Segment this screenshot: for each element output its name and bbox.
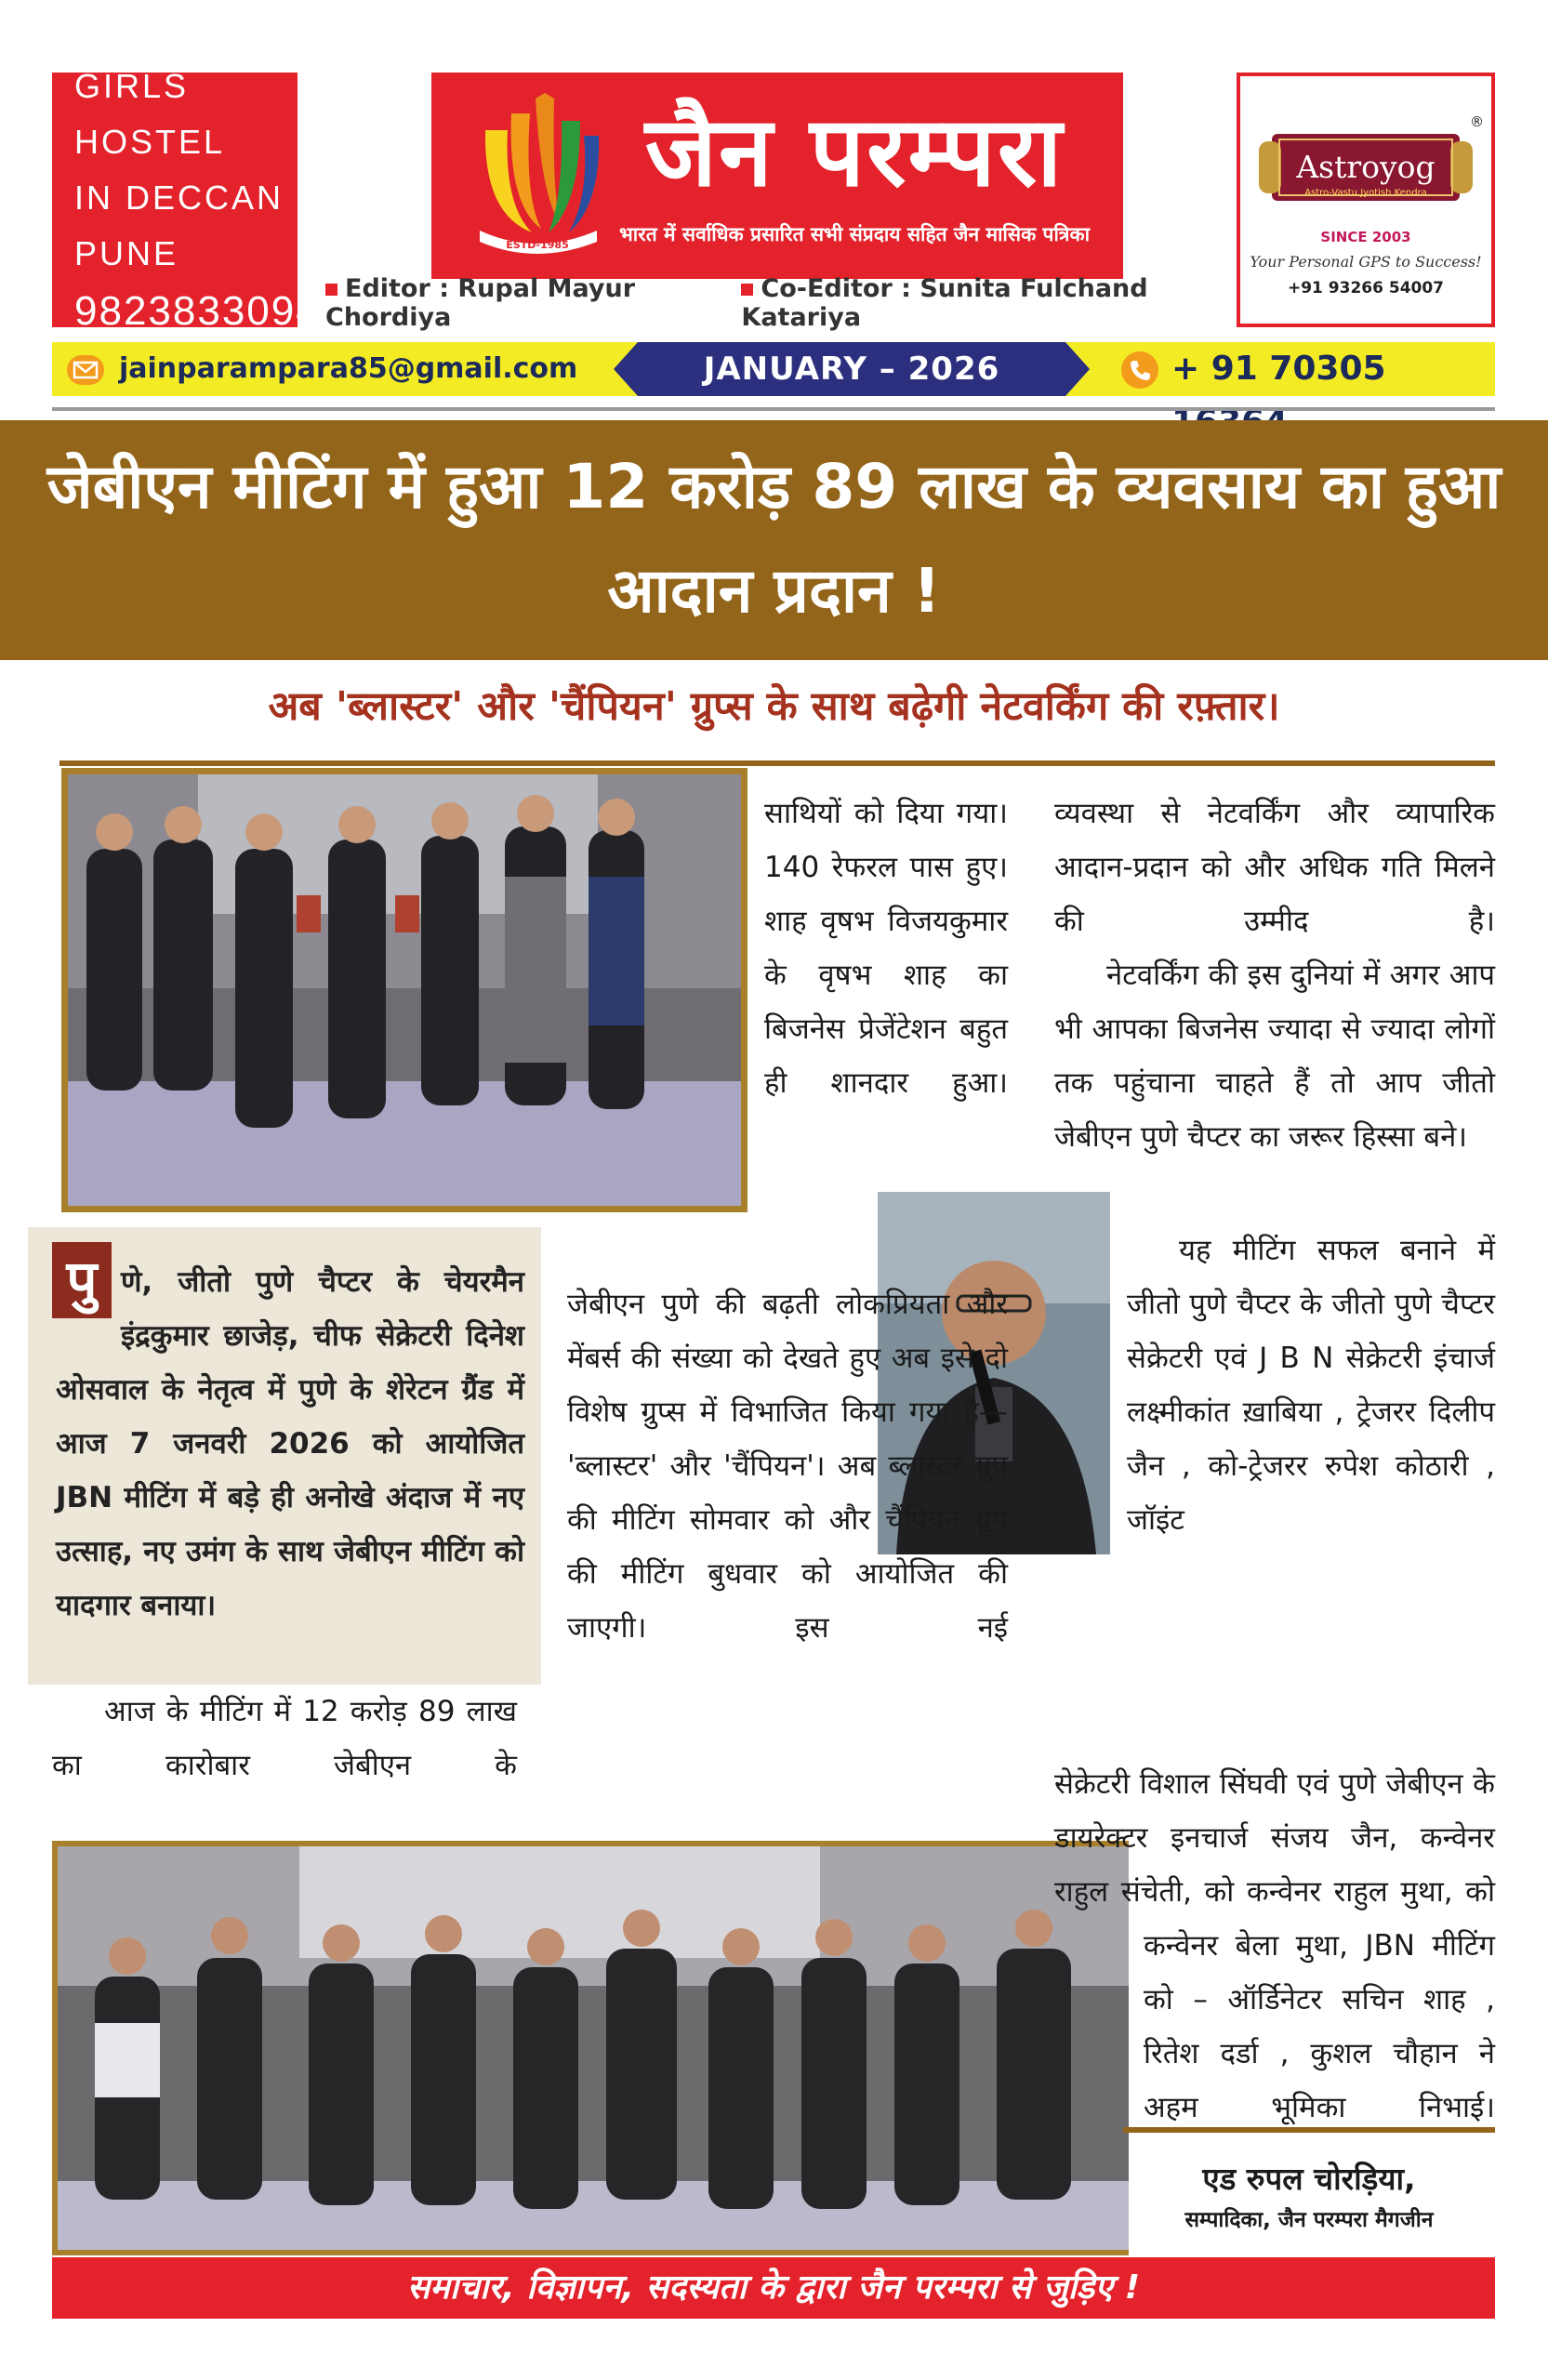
- paragraph-credits-cont: सेक्रेटरी विशाल सिंघवी एवं पुणे जेबीएन के डायरेक्टर इनचार्ज संजय जैन, कन्वेनर राहुल संचेती, को कन्वेनर राहुल मुथा, को: [1054, 1767, 1495, 1909]
- issue-month: JANUARY – 2026: [703, 350, 1000, 388]
- contact-email[interactable]: jainparampara85@gmail.com: [119, 352, 578, 385]
- lead-paragraph: [56, 1249, 524, 1633]
- jain-parampara-logo: [467, 93, 606, 257]
- hostel-ad-line-1: GIRLS HOSTEL: [74, 67, 226, 161]
- hostel-ad-phone: 9823833094: [74, 288, 321, 334]
- divider: [52, 407, 1495, 411]
- astroyog-ad: [1237, 73, 1495, 327]
- astroyog-since: SINCE 2003: [1320, 229, 1411, 245]
- headline-banner: [0, 420, 1548, 660]
- astroyog-name: Astroyog: [1296, 149, 1436, 185]
- lead-text: णे, जीतो पुणे चैप्टर के चेयरमैन इंद्रकुमार छाजेड़, चीफ सेक्रेटरी दिनेश ओसवाल के नेतृत्व में पुणे के शेरेटन ग्रैंड में आज 7 जनवरी 2026 को आयोजित JBN मीटिंग में बड़े ही अनोखे अंदाज में नए उत्साह, नए उमंग के साथ जेबीएन मीटिंग को यादगार बनाया।: [56, 1265, 524, 1622]
- paragraph-join-invite: नेटवर्किंग की इस दुनियां में अगर आप भी आपका बिजनेस ज्यादा से ज्यादा लोगों तक पहुंचाना चाहते हैं तो आप जीतो जेबीएन पुणे चैप्टर का जरूर हिस्सा बने।: [1054, 959, 1495, 1154]
- brand-title: जैन परम्परा: [644, 94, 1065, 208]
- registered-mark: ®: [1470, 113, 1484, 130]
- editor-name: Editor : Rupal Mayur Chordiya: [325, 274, 636, 332]
- signature-title: सम्पादिका, जैन परम्परा मैगजीन: [1184, 2208, 1434, 2232]
- editor-credit: [325, 274, 713, 332]
- paragraph-credits: यह मीटिंग सफल बनाने में जीतो पुणे चैप्टर के जीतो पुणे चैप्टर सेक्रेटरी एवं J B N सेक्रेटरी इंचार्ज लक्ष्मीकांत ख़ाबिया , ट्रेजरर दिलीप जैन , को-ट्रेजरर रुपेश कोठारी , जॉइंट: [1127, 1234, 1495, 1537]
- co-editor-name: Co-Editor : Sunita Fulchand Katariya: [741, 274, 1148, 332]
- group-photo-award: [61, 768, 748, 1212]
- envelope-icon: [67, 355, 104, 385]
- girls-hostel-ad: [52, 67, 321, 334]
- drop-cap: पु: [52, 1242, 112, 1318]
- lead-paragraph-box: [28, 1227, 541, 1685]
- paragraph-turnover: आज के मीटिंग में 12 करोड़ 89 लाख का कारोबार जेबीएन के: [52, 1695, 517, 1782]
- divider: [60, 760, 1495, 766]
- paragraph-groups: जेबीएन पुणे की बढ़ती लोकप्रियता और मेंबर्स की संख्या को देखते हुए अब इसे दो विशेष ग्रुप्स में विभाजित किया गया है— 'ब्लास्टर' और 'चैंपियन'। अब ब्लास्टर ग्रुप की मीटिंग सोमवार को और चैंपियन ग्रुप की मीटिंग बुधवार को आयोजित की जाएगी। इस नई: [567, 1288, 1008, 1645]
- brand-banner: [431, 73, 1123, 279]
- phone-icon: [1121, 351, 1158, 389]
- paragraph-networking-speed: व्यवस्था से नेटवर्किंग और व्यापारिक आदान-प्रदान को और अधिक गति मिलने की उम्मीद है।: [1054, 797, 1495, 938]
- editors-line: [325, 274, 1209, 332]
- signature-name: एड रुपल चोरड़िया,: [1202, 2161, 1416, 2197]
- right-column: [1054, 787, 1495, 1164]
- contact-bar: [52, 342, 1495, 396]
- headline: जेबीएन मीटिंग में हुआ 12 करोड़ 89 लाख के व्यवसाय का हुआ आदान प्रदान !: [46, 451, 1502, 627]
- group-photo-members: [52, 1841, 1129, 2255]
- paragraph-referrals: साथियों को दिया गया। 140 रेफरल पास हुए। शाह वृषभ विजयकुमार के वृषभ शाह का बिजनेस प्रेजेंटेशन बहुत ही शानदार हुआ।: [764, 797, 1008, 1100]
- contact-phone[interactable]: + 91 70305: [1171, 350, 1386, 388]
- subheadline: अब 'ब्लास्टर' और 'चैंपियन' ग्रुप्स के साथ बढ़ेगी नेटवर्किंग की रफ़्तार।: [268, 683, 1280, 730]
- paragraph-credits-end: कन्वेनर बेला मुथा, JBN मीटिंग को – ऑर्डिनेटर सचिन शाह , रितेश दर्डा , कुशल चौहान ने अहम भूमिका निभाई।: [1144, 1929, 1495, 2124]
- footer-text: समाचार, विज्ञापन, सदस्यता के द्वारा जैन परम्परा से जुड़िए !: [406, 2268, 1141, 2307]
- brand-tagline: भारत में सर्वाधिक प्रसारित सभी संप्रदाय सहित जैन मासिक पत्रिका: [618, 223, 1091, 245]
- astroyog-subtitle: Astro-Vastu Jyotish Kendra: [1304, 188, 1427, 198]
- astroyog-slogan: Your Personal GPS to Success!: [1250, 253, 1482, 271]
- co-editor-credit: [741, 274, 1209, 332]
- logo-estd-text: ESTD-1985: [506, 239, 569, 251]
- divider: [1123, 2127, 1495, 2133]
- footer-banner: [52, 2257, 1495, 2319]
- hostel-ad-line-2: IN DECCAN PUNE: [74, 178, 284, 272]
- astroyog-phone: +91 93266 54007: [1287, 279, 1445, 298]
